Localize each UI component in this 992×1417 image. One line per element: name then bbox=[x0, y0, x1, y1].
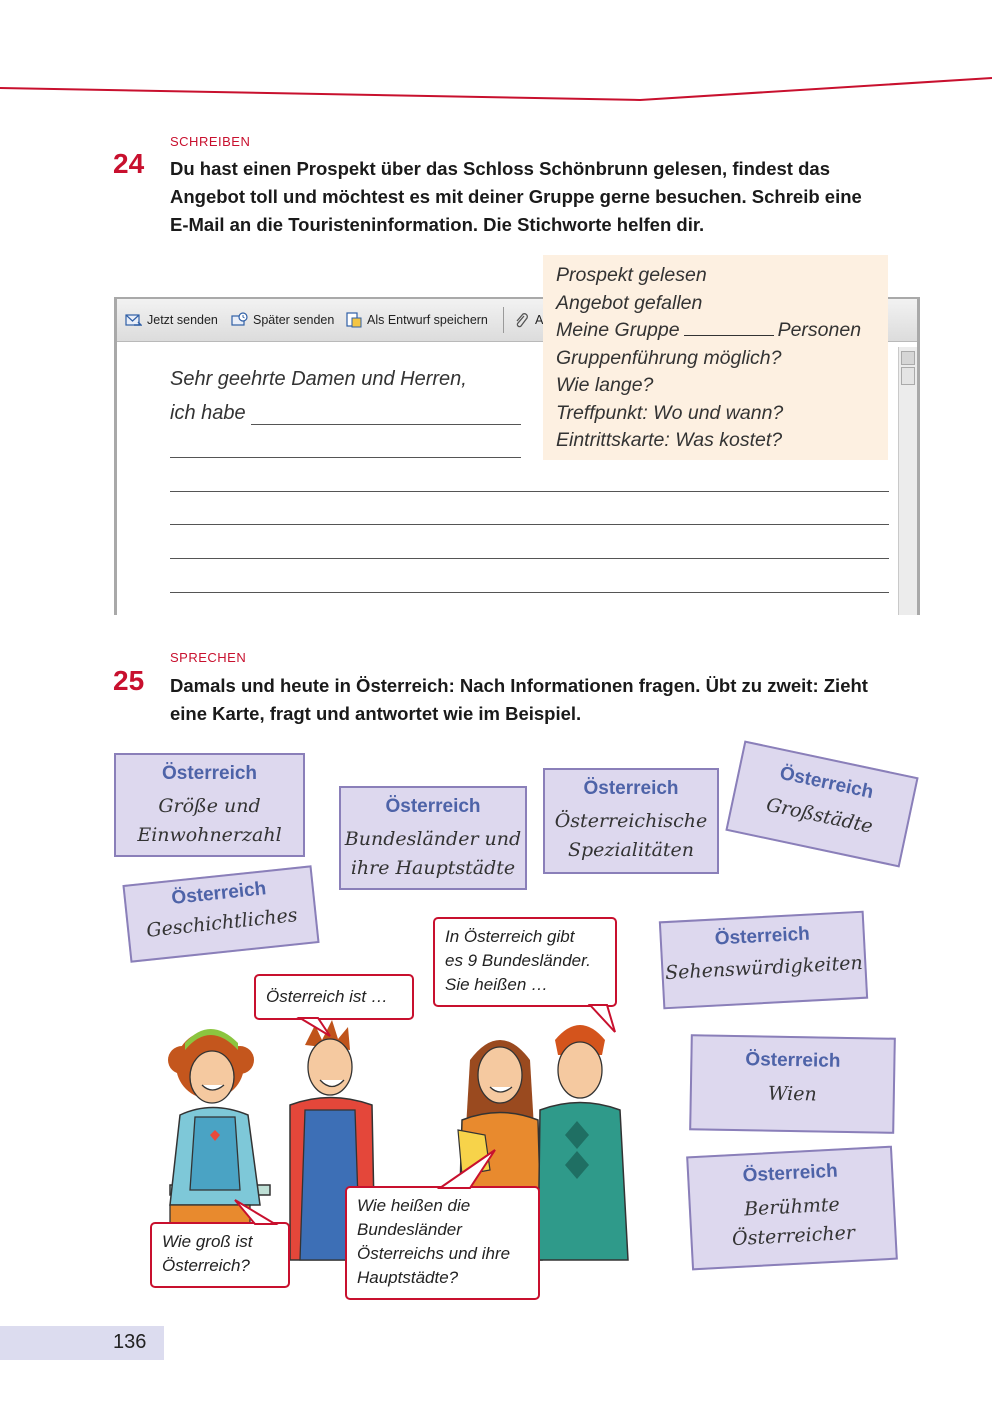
ex25-instruction-line: Damals und heute in Österreich: Nach Informationen fragen. Übt zu zweit: Zieht bbox=[170, 675, 868, 696]
keyword-line: Angebot gefallen bbox=[556, 291, 703, 314]
ex25-number: 25 bbox=[113, 665, 145, 696]
keyword-line: Gruppenführung möglich? bbox=[556, 346, 782, 369]
ex24-instruction-line: E-Mail an die Touristeninformation. Die Stichworte helfen dir. bbox=[170, 214, 705, 235]
bubble-text: Österreich ist … bbox=[266, 987, 388, 1006]
card-topic: Sehenswürdigkeiten bbox=[664, 951, 864, 985]
bubble-text: es 9 Bundesländer. bbox=[445, 951, 591, 970]
keyword-line: Prospekt gelesen bbox=[556, 264, 707, 286]
email-start-text[interactable]: ich habe bbox=[170, 402, 246, 424]
card-title: Österreich bbox=[742, 1160, 839, 1187]
card-topic: Einwohnerzahl bbox=[137, 824, 282, 846]
ex24-section-label: SCHREIBEN bbox=[170, 134, 251, 149]
card-title: Österreich bbox=[583, 778, 679, 799]
attach-label: A bbox=[535, 313, 544, 327]
page-number: 136 bbox=[113, 1331, 147, 1353]
bubble-text: Wie heißen die bbox=[357, 1196, 471, 1215]
bubble-text: Österreichs und ihre bbox=[357, 1244, 511, 1263]
card-topic: Geschichtliches bbox=[145, 904, 299, 942]
bubble-text: In Österreich gibt bbox=[445, 927, 575, 946]
card-title: Österreich bbox=[385, 796, 481, 817]
card-title: Österreich bbox=[170, 878, 268, 910]
card-topic: ihre Hauptstädte bbox=[350, 857, 516, 879]
send-later-label: Später senden bbox=[253, 313, 335, 327]
bubble-text: Wie groß ist bbox=[162, 1232, 253, 1251]
keyword-line: Eintrittskarte: Was kostet? bbox=[556, 429, 783, 451]
bubble-text: Sie heißen … bbox=[445, 975, 548, 994]
card-title: Österreich bbox=[161, 763, 258, 784]
card-topic: Spezialitäten bbox=[567, 839, 695, 861]
keyword-persons-label: Personen bbox=[777, 319, 862, 341]
ex25-section-label: SPRECHEN bbox=[170, 650, 247, 665]
keyword-line: Wie lange? bbox=[556, 374, 654, 396]
bubble-text: Bundesländer bbox=[357, 1220, 462, 1239]
keyword-group-label: Meine Gruppe bbox=[556, 319, 680, 341]
ex24-number: 24 bbox=[113, 148, 145, 179]
ex25-instruction-line: eine Karte, fragt und antwortet wie im Beispiel. bbox=[170, 703, 582, 724]
card-title: Österreich bbox=[745, 1049, 841, 1072]
card-title: Österreich bbox=[714, 923, 811, 950]
card-title: Österreich bbox=[777, 762, 876, 804]
card-topic: Österreicher bbox=[731, 1221, 856, 1251]
send-now-label: Jetzt senden bbox=[147, 313, 218, 327]
card-topic: Berühmte bbox=[743, 1193, 841, 1221]
keyword-line: Treffpunkt: Wo und wann? bbox=[556, 401, 784, 424]
card-topic: Bundesländer und bbox=[344, 828, 522, 850]
card-topic: Wien bbox=[767, 1082, 817, 1106]
save-draft-label: Als Entwurf speichern bbox=[367, 313, 488, 327]
card-topic: Großstädte bbox=[764, 793, 875, 838]
ex24-instruction-line: Angebot toll und möchtest es mit deiner Gruppe gerne besuchen. Schreib eine bbox=[170, 186, 862, 207]
bubble-text: Österreich? bbox=[162, 1256, 250, 1275]
ex24-instruction-line: Du hast einen Prospekt über das Schloss Schönbrunn gelesen, findest das bbox=[170, 158, 830, 179]
bubble-text: Hauptstädte? bbox=[357, 1268, 459, 1287]
card-topic: Österreichische bbox=[554, 810, 708, 832]
card-topic: Größe und bbox=[158, 795, 261, 817]
email-greeting[interactable]: Sehr geehrte Damen und Herren, bbox=[170, 368, 467, 390]
